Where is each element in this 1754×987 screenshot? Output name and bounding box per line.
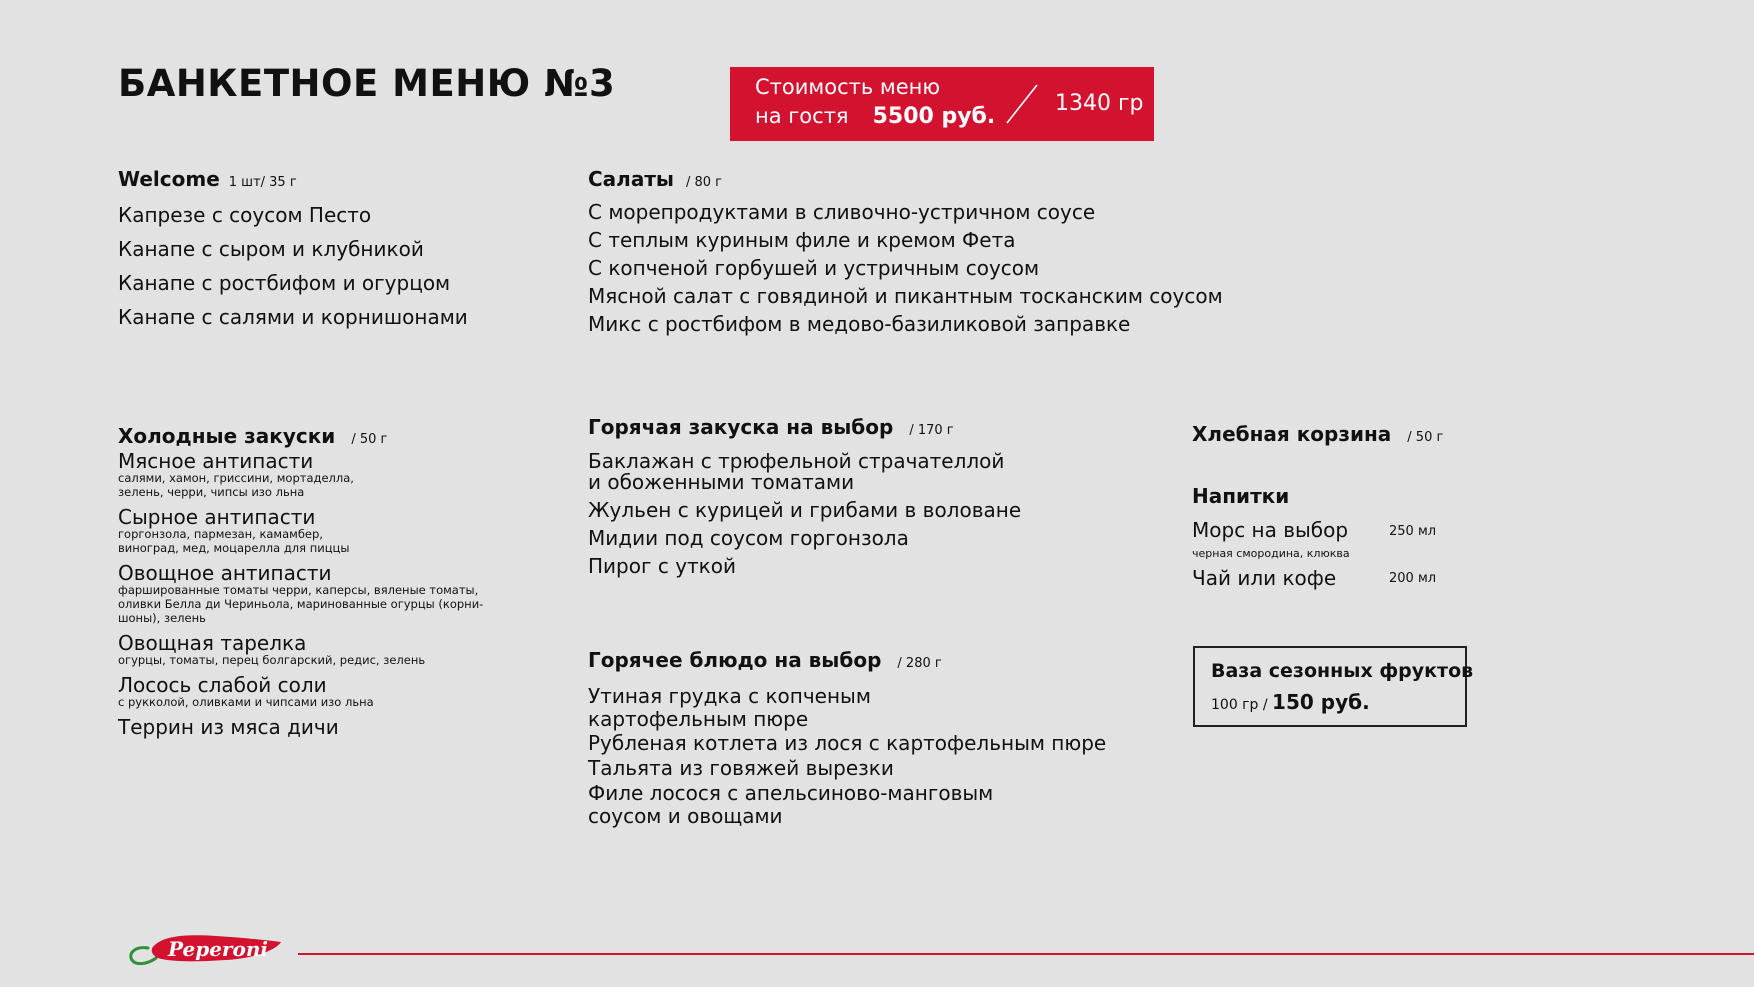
cold-section (118, 424, 483, 739)
fruit-vase-box (1193, 646, 1474, 727)
menu-item: Тальята из говяжей вырезки (588, 756, 894, 780)
item-description: с рукколой, оливками и чипсами изо льна (118, 695, 374, 710)
cold-heading-text: Холодные закуски (118, 424, 336, 448)
page-title: БАНКЕТНОЕ МЕНЮ №3 (118, 62, 616, 105)
hot-dish-note: / 280 г (897, 656, 942, 671)
menu-item: Микс с ростбифом в медово-базиликовой заправке (588, 312, 1131, 336)
cold-note: / 50 г (351, 432, 388, 447)
slash-divider-icon (1005, 83, 1039, 125)
menu-item: Мясное антипасти (118, 449, 314, 473)
drink-item: Чай или кофе (1192, 566, 1337, 590)
menu-item: Мясной салат с говядиной и пикантным тосканским соусом (588, 284, 1223, 308)
welcome-heading-text: Welcome (118, 167, 220, 191)
salads-note: / 80 г (686, 175, 723, 190)
bread-heading (1192, 422, 1443, 446)
drink-volume: 250 мл (1389, 524, 1437, 539)
drinks-heading: Напитки (1192, 484, 1290, 508)
logo-text: Peperoni (168, 937, 268, 961)
menu-item: Террин из мяса дичи (118, 715, 339, 740)
price-value: 5500 руб. (872, 104, 996, 129)
menu-item: и обоженными томатами (588, 470, 855, 494)
item-description: зелень, черри, чипсы изо льна (118, 485, 305, 500)
menu-item: Жульен с курицей и грибами в воловане (588, 498, 1022, 522)
hot-dish-heading (588, 648, 1106, 672)
salads-heading-text: Салаты (588, 167, 674, 191)
hot-snack-heading-text: Горячая закуска на выбор (588, 415, 894, 439)
welcome-heading (118, 167, 468, 191)
fruit-vase-name: Ваза сезонных фруктов (1211, 660, 1474, 682)
menu-item: Баклажан с трюфельной страчателлой (588, 449, 1005, 473)
menu-item: Мидии под соусом горгонзола (588, 526, 909, 550)
item-description: оливки Белла ди Чериньола, маринованные огурцы (корни- (118, 597, 484, 612)
fruit-vase-price (1211, 690, 1370, 714)
hot-dish-heading-text: Горячее блюдо на выбор (588, 648, 882, 672)
menu-item: Канапе с сыром и клубникой (118, 237, 424, 261)
menu-item: Утиная грудка с копченым (588, 684, 871, 708)
menu-item: С морепродуктами в сливочно-устричном соусе (588, 200, 1096, 224)
hot-snack-note: / 170 г (909, 423, 954, 438)
menu-item: Рубленая котлета из лося с картофельным пюре (588, 731, 1107, 755)
menu-item: Лосось слабой соли (118, 672, 327, 697)
menu-item: Канапе с салями и корнишонами (118, 305, 468, 329)
price-label-line2-text: на гостя (755, 104, 849, 128)
menu-item: Сырное антипасти (118, 504, 316, 529)
item-description: горгонзола, пармезан, камамбер, (118, 527, 323, 542)
cold-heading (118, 424, 483, 448)
menu-item: Капрезе с соусом Песто (118, 203, 372, 227)
bread-heading-text: Хлебная корзина (1192, 422, 1392, 446)
footer-divider (298, 953, 1754, 955)
drink-volume: 200 мл (1389, 571, 1437, 586)
drinks-section (1192, 484, 1492, 598)
menu-item: Филе лосося с апельсиново-манговым (588, 781, 994, 805)
price-box (730, 67, 1154, 141)
hot-snack-heading (588, 415, 1021, 439)
item-description: шоны), зелень (118, 610, 206, 625)
drink-description: черная смородина, клюква (1192, 547, 1350, 560)
welcome-section (118, 167, 468, 329)
menu-item: Овощная тарелка (118, 630, 307, 655)
menu-item: соусом и овощами (588, 804, 783, 828)
fruit-vase-weight: 100 гр / (1211, 697, 1268, 713)
item-description: виноград, мед, моцарелла для пиццы (118, 541, 350, 556)
item-description: фаршированные томаты черри, каперсы, вяленые томаты, (118, 583, 479, 598)
price-label-line1: Стоимость меню (755, 75, 941, 99)
item-description: салями, хамон, гриссини, мортаделла, (118, 471, 354, 486)
bread-note: / 50 г (1407, 430, 1444, 445)
fruit-vase-price-value: 150 руб. (1272, 690, 1370, 714)
salads-heading (588, 167, 1223, 191)
menu-item: Пирог с уткой (588, 554, 736, 578)
hot-snack-section (588, 415, 1021, 578)
peperoni-logo (126, 932, 286, 976)
menu-item: Канапе с ростбифом и огурцом (118, 271, 451, 295)
item-description: огурцы, томаты, перец болгарский, редис, зелень (118, 653, 426, 668)
welcome-note: 1 шт/ 35 г (228, 175, 297, 190)
menu-item: С копченой горбушей и устричным соусом (588, 256, 1040, 280)
menu-item: картофельным пюре (588, 707, 809, 731)
menu-item: С теплым куриным филе и кремом Фета (588, 228, 1016, 252)
hot-dish-section (588, 648, 1106, 828)
total-weight: 1340 гр (1055, 91, 1144, 116)
menu-item: Овощное антипасти (118, 560, 332, 585)
salads-section (588, 167, 1223, 336)
drink-item: Морс на выбор (1192, 518, 1349, 542)
price-label-line2 (755, 104, 995, 129)
